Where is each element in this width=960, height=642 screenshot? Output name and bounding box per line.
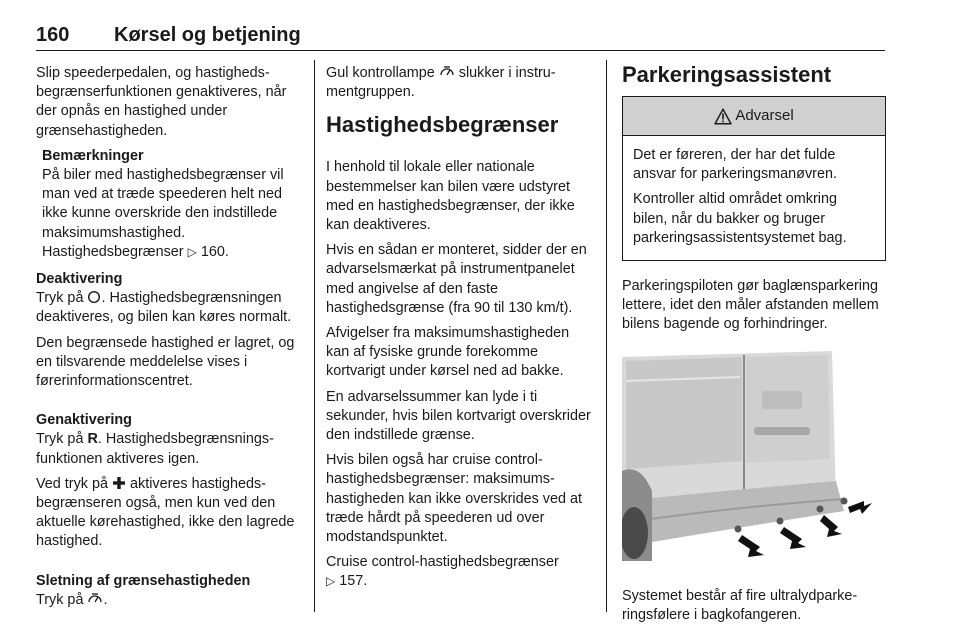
note-text: På biler med hastighedsbegrænser vil man ved at træde speederen helt ned ikke kunne overskride den indstillede maksimumshastighed. Hastighedsbegrænser [42, 167, 284, 260]
control-lamp-paragraph [326, 64, 592, 102]
note-title: Bemærkninger [42, 147, 144, 164]
cruise-ref-text: Cruise control-hastighedsbegrænser [326, 554, 559, 571]
limiter-circle-icon [87, 290, 101, 304]
plus-icon [112, 476, 126, 490]
note-block [42, 147, 306, 262]
reactivation-text: . Hastighedsbegrænsningsfunktionen aktiveres igen. [36, 431, 274, 467]
limiter-lamp-icon [439, 65, 455, 79]
limiter-paragraph-1: I henhold til lokale eller nationale bestemmelser kan bilen være udstyret med en hastighedsbegrænser, der ikke kan deaktiveres. [326, 159, 575, 234]
reactivation-pre: Tryk på [36, 431, 84, 448]
deactivation-pre: Tryk på [36, 290, 84, 307]
warning-box [622, 96, 886, 261]
note-page-ref: 160. [200, 243, 229, 260]
deactivation-paragraph [36, 289, 306, 327]
page-ref-arrow-icon: ▷ [326, 574, 336, 589]
column-left [36, 64, 306, 616]
reactivation-heading: Genaktivering [36, 412, 132, 429]
column-divider-2 [606, 60, 607, 612]
warning-body [623, 136, 885, 260]
page-header [36, 22, 885, 51]
reactivation-paragraph [36, 430, 306, 468]
warning-title: Advarsel [735, 107, 794, 125]
page-title: Kørsel og betjening [114, 24, 301, 46]
plus-button-paragraph [36, 475, 306, 552]
cruise-page-ref: 157. [339, 573, 368, 590]
resume-key-label: R [87, 431, 98, 448]
lamp-pre: Gul kontrollampe [326, 65, 435, 81]
intro-paragraph: Slip speederpedalen, og hastighedsbegrænserfunktionen genaktiveres, når der opnås en hastighed under grænsehastigheden. [36, 65, 287, 139]
warning-paragraph-2: Kontroller altid området omkring bilen, når du bakker og bruger parkeringsassistentsystemet bag. [633, 191, 847, 246]
van-rear-illustration [622, 351, 884, 567]
limiter-paragraph-5: Hvis bilen også har cruise control-hastighedsbegrænser: maksimumshastigheden kan ikke overskrides ved at træde hårdt på speederen ud over modstandspunktet. [326, 452, 582, 546]
parking-assist-heading: Parkeringsassistent [622, 62, 832, 87]
column-middle [326, 64, 592, 598]
limiter-paragraph-3: Afvigelser fra maksimumshastigheden kan af fysiske grunde forekomme kortvarigt under kørsel ned ad bakke. [326, 325, 570, 380]
page-ref-arrow-icon: ▷ [187, 244, 197, 259]
rear-bumper-sensors-figure [622, 351, 884, 567]
deactivation-text: . Hastighedsbegrænsningen deaktiveres, og bilen kan køres normalt. [36, 290, 292, 326]
column-divider-1 [314, 60, 315, 612]
warning-header [623, 97, 885, 136]
note-paragraph [42, 166, 306, 262]
lamp-post: slukker i instrumentgruppen. [326, 65, 556, 101]
deactivation-heading: Deaktivering [36, 271, 123, 288]
page-number: 160 [36, 24, 70, 46]
parking-pilot-paragraph: Parkeringspiloten gør baglænsparkering lettere, idet den måler afstanden mellem bilens bagende og forhindringer. [622, 278, 879, 333]
warning-triangle-icon [714, 108, 732, 125]
limiter-paragraph-2: Hvis en sådan er monteret, sidder der en advarselsmærkat på instrumentpanelet med angivelse af den faste hastighedsgrænse (fra 90 til 130 km/t). [326, 242, 587, 316]
speed-limiter-icon [87, 592, 103, 606]
column-right [622, 62, 886, 631]
stored-speed-paragraph: Den begrænsede hastighed er lagret, og en tilsvarende meddelelse vises i førerinformationscentret. [36, 334, 295, 390]
plus-text: aktiveres hastighedsbegrænseren også, men kun ved den aktuelle kørehastighed, ikke den lagrede hastighed. [36, 475, 295, 550]
figure-caption: Systemet består af fire ultralydparkeringsfølere i bagkofangeren. [622, 587, 858, 623]
limiter-paragraph-4: En advarselssummer kan lyde i ti sekunder, hvis bilen kortvarigt overskrider den indstillede grænse. [326, 388, 591, 444]
speed-limiter-heading: Hastighedsbegrænser [326, 112, 559, 138]
plus-pre: Ved tryk på [36, 475, 108, 492]
delete-pre: Tryk på [36, 591, 84, 608]
limiter-paragraph-6 [326, 553, 592, 591]
warning-paragraph-1: Det er føreren, der har det fulde ansvar for parkeringsmanøvren. [633, 147, 837, 183]
delete-post: . [103, 591, 108, 608]
delete-heading: Sletning af grænsehastigheden [36, 572, 251, 589]
delete-paragraph [36, 591, 306, 610]
